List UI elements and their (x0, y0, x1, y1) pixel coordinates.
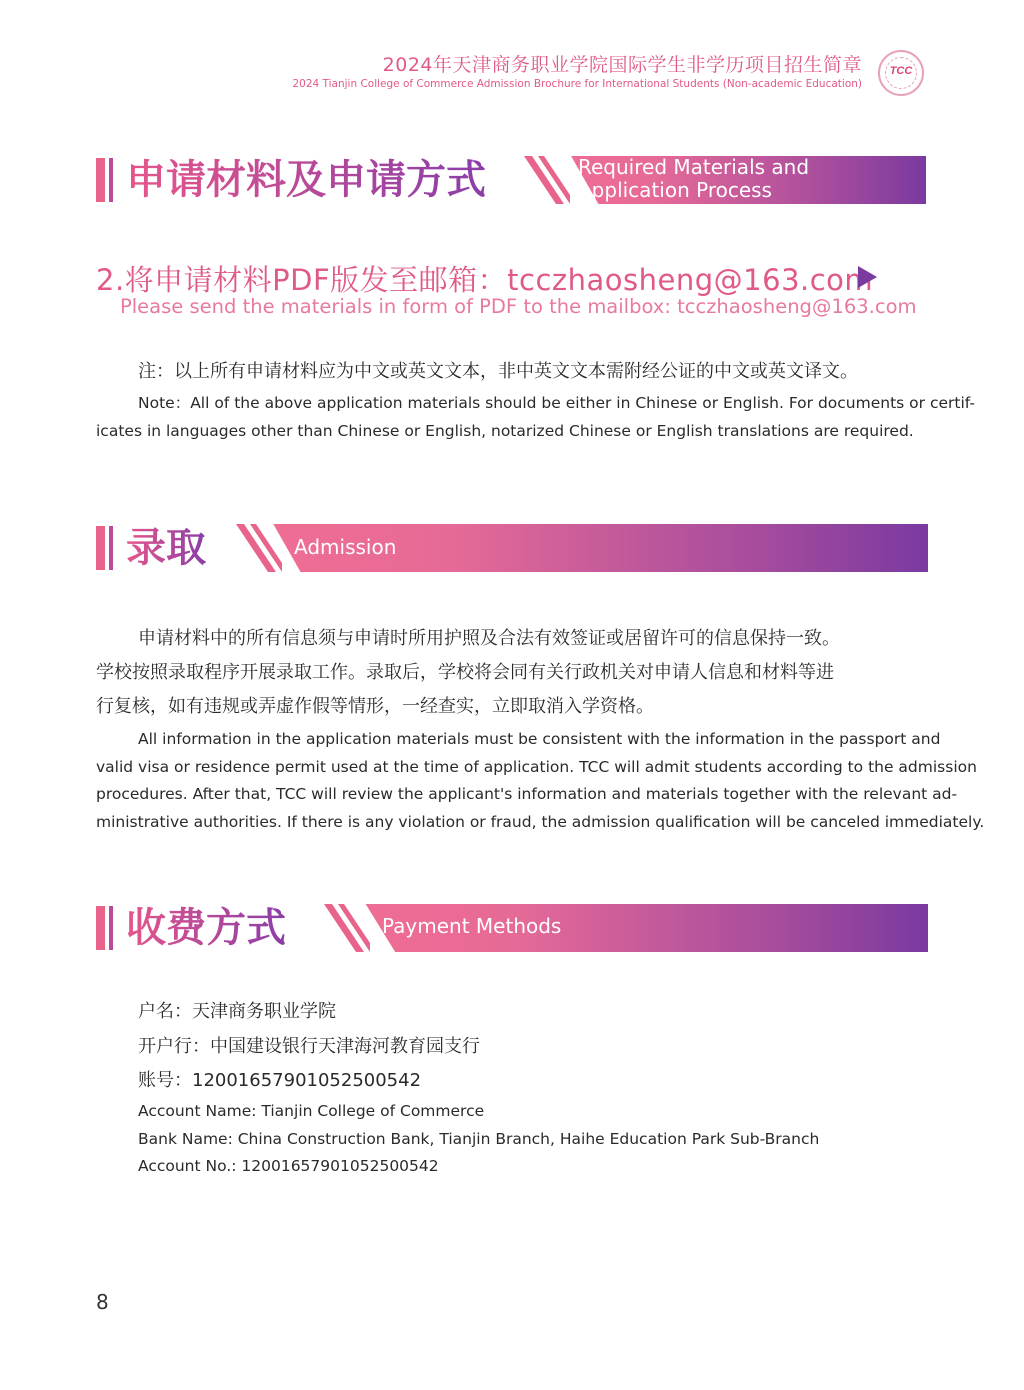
section-title-admission-cn: 录取 (126, 522, 206, 574)
header-title-cn: 2024年天津商务职业学院国际学生非学历项目招生简章 (382, 54, 862, 76)
note-en-line2: icates in languages other than Chinese or English, notarized Chinese or English translations are required. (96, 422, 914, 440)
section-title-materials-en-2: Application Process (578, 178, 772, 202)
stripe-decoration (232, 524, 282, 572)
account-name-cn: 户名：天津商务职业学院 (138, 1001, 336, 1022)
email-instruction-cn: 2.将申请材料PDF版发至邮箱：tcczhaosheng@163.com (96, 263, 874, 297)
logo-text: TCC (889, 65, 913, 77)
admission-en-1: All information in the application materials must be consistent with the information in the passport and (138, 730, 941, 748)
section-heading-payment (96, 904, 928, 952)
section-title-materials-cn: 申请材料及申请方式 (126, 154, 486, 206)
section-title-payment-en: Payment Methods (382, 914, 562, 938)
email-instruction-en: Please send the materials in form of PDF to the mailbox: tcczhaosheng@163.com (120, 295, 917, 318)
section-title-admission-en: Admission (294, 535, 397, 559)
stripe-decoration (520, 156, 570, 204)
account-no-cn: 账号：12001657901052500542 (138, 1070, 422, 1091)
admission-cn-3: 行复核，如有违规或弄虚作假等情形，一经查实，立即取消入学资格。 (96, 696, 654, 717)
bank-name-en: Bank Name: China Construction Bank, Tianjin Branch, Haihe Education Park Sub-Branch (138, 1130, 820, 1148)
arrow-right-icon (858, 266, 877, 288)
section-title-payment-cn: 收费方式 (126, 902, 286, 954)
header-title-en: 2024 Tianjin College of Commerce Admission Brochure for International Students (Non-academic Education) (292, 78, 862, 90)
college-logo (878, 50, 924, 96)
admission-cn-2: 学校按照录取程序开展录取工作。录取后，学校将会同有关行政机关对申请人信息和材料等进 (96, 662, 834, 683)
admission-cn-1: 申请材料中的所有信息须与申请时所用护照及合法有效签证或居留许可的信息保持一致。 (138, 628, 840, 649)
note-en-line1: Note：All of the above application materials should be either in Chinese or English. For documents or certif- (138, 394, 975, 412)
page-number: 8 (96, 1290, 109, 1314)
admission-en-4: ministrative authorities. If there is any violation or fraud, the admission qualification will be canceled immediately. (96, 813, 985, 831)
admission-en-3: procedures. After that, TCC will review the applicant's information and materials together with the relevant ad- (96, 785, 958, 803)
note-cn: 注：以上所有申请材料应为中文或英文文本，非中英文文本需附经公证的中文或英文译文。 (138, 361, 858, 382)
bank-name-cn: 开户行：中国建设银行天津海河教育园支行 (138, 1036, 480, 1057)
account-no-en: Account No.: 12001657901052500542 (138, 1157, 439, 1175)
section-heading-materials (96, 156, 926, 204)
admission-en-2: valid visa or residence permit used at the time of application. TCC will admit students according to the admission (96, 758, 977, 776)
stripe-decoration (320, 904, 370, 952)
section-heading-admission (96, 524, 928, 572)
section-title-materials-en-1: Required Materials and (578, 155, 810, 179)
account-name-en: Account Name: Tianjin College of Commerce (138, 1102, 485, 1120)
